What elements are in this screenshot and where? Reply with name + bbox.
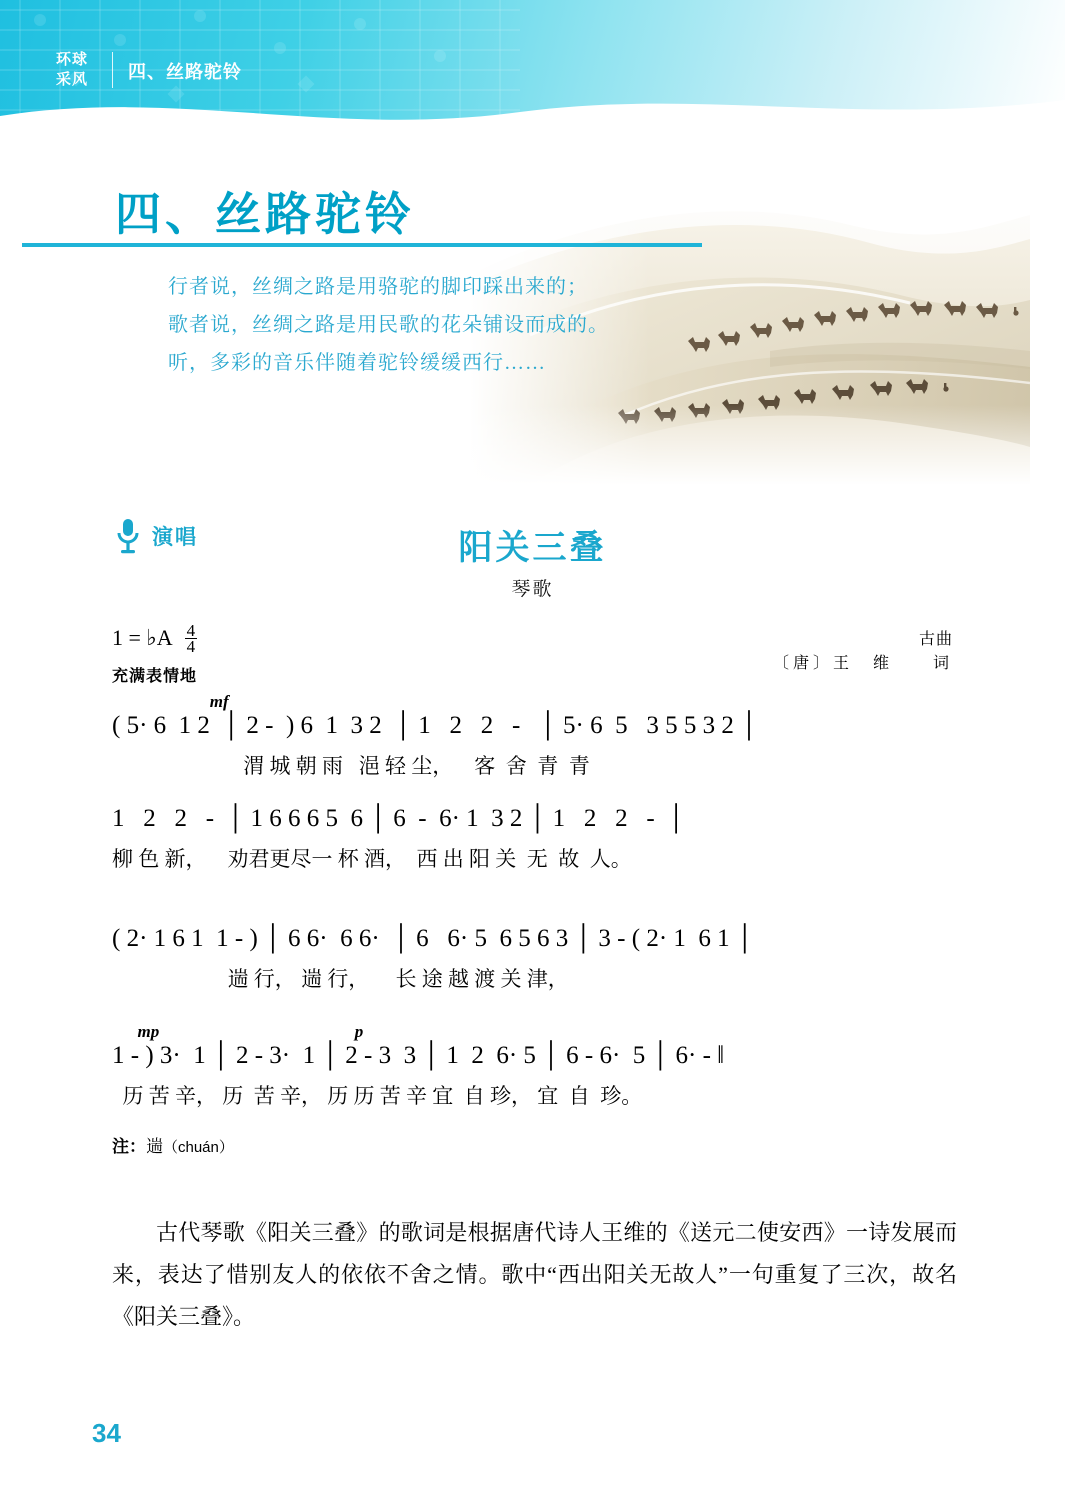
footnote-char: 遄 [146,1137,163,1156]
time-signature-numerator: 4 [186,621,196,640]
music-system-3 [112,925,957,997]
verse-line-1: 行者说，丝绸之路是用骆驼的脚印踩出来的； [168,276,588,298]
music-system-4 [112,1022,957,1114]
footnote-label: 注： [112,1137,146,1156]
dynamic-marking: mf [112,692,229,711]
verse-line-2: 歌者说，丝绸之路是用民歌的花朵铺设而成的。 [168,314,609,336]
composer-credit-line1: 古曲 [918,631,953,648]
banner-tag-line1: 环球 [56,51,89,68]
intro-verse [168,268,609,382]
lyrics-row: 历 苦 辛， 历 苦 辛， 历 历 苦 辛 宜 自 珍， 宜 自 珍。 [112,1084,643,1108]
page-title: 四、丝路驼铃 [115,188,415,240]
music-system-1 [112,692,957,784]
notation-row: ( 2· 1 6 1 1 - ) │ 6 6· 6 6· │ 6 6· 5 6 5 6 3 │ 3 - ( 2· 1 6 1 │ [112,925,754,952]
dynamic-marking: mp p [112,1022,364,1041]
song-title: 阳关三叠 [458,529,607,567]
composer-credit-line2: 〔唐〕王 维 词 [772,655,953,672]
title-underline [22,243,702,247]
lyrics-row: 遄 行， 遄 行， 长 途 越 渡 关 津， [112,967,569,991]
composer-credit [773,628,953,676]
banner-tag-line2: 采风 [56,71,89,88]
verse-line-3: 听，多彩的音乐伴随着驼铃缓缓西行…… [168,352,546,374]
banner-tag [56,50,88,90]
lyrics-row: 渭 城 朝 雨 浥 轻 尘， 客 舍 青 青 [112,754,590,778]
footnote [112,1132,234,1157]
banner-divider [112,52,113,88]
music-system-2 [112,805,957,877]
notation-row: 1 - ) 3· 1 │ 2 - 3· 1 │ 2 - 3 3 │ 1 2 6· 5 │ 6 - 6· 5 │ 6· - ‖ [112,1042,725,1069]
banner-chapter-label: 四、丝路驼铃 [128,62,242,82]
lyrics-row: 柳 色 新， 劝君更尽一 杯 酒， 西 出 阳 关 无 故 人。 [112,847,632,871]
body-paragraph: 古代琴歌《阳关三叠》的歌词是根据唐代诗人王维的《送元二使安西》一诗发展而来，表达了惜别友人的依依不舍之情。歌中“西出阳关无故人”一句重复了三次，故名《阳关三叠》。 [112,1220,957,1329]
time-signature [185,623,198,654]
key-signature-text: 1 = ♭A [112,624,173,650]
notation-row: ( 5· 6 1 2 │ 2 - ) 6 1 3 2 │ 1 2 2 - │ 5· 6 5 3 5 5 3 2 │ [112,712,758,739]
tempo-marking: 充满表情地 [112,668,198,685]
notation-row: 1 2 2 - │ 1 6 6 6 5 6 │ 6 - 6· 1 3 2 │ 1 2 2 - │ [112,805,685,832]
page-banner [0,0,1065,132]
song-subtitle: 琴歌 [511,579,554,600]
section-label-text: 演唱 [152,526,198,549]
key-signature [112,621,197,656]
footnote-pinyin: （chuán） [163,1139,234,1156]
time-signature-denominator: 4 [186,637,196,656]
banner-wave-divider [0,82,1065,132]
page-number: 34 [92,1418,121,1448]
